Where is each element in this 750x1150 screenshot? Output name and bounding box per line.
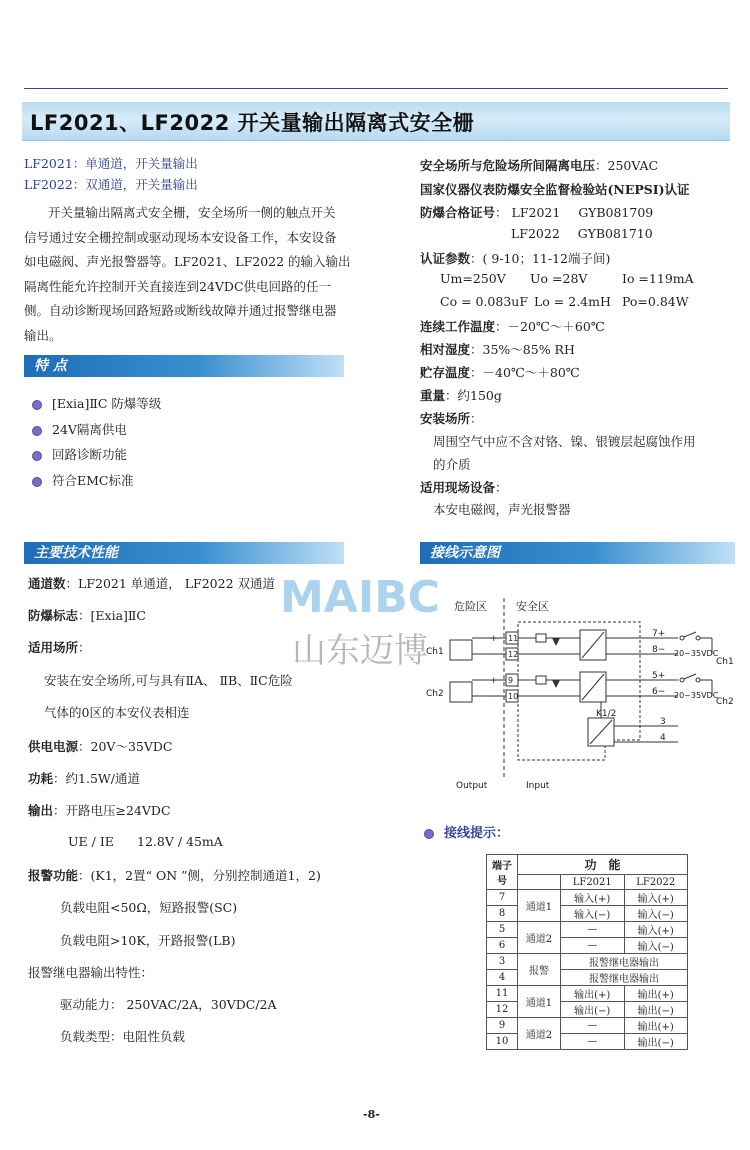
power-consumption: 功耗：约1.5W/通道 xyxy=(28,771,140,786)
lf2021-cell: 输出(−) xyxy=(561,1002,625,1018)
param-po: Po=0.84W xyxy=(622,294,689,309)
term-label: 9 xyxy=(508,676,514,685)
relay-load: 负载类型：电阻性负载 xyxy=(60,1029,186,1044)
work-temp: 连续工作温度：－20℃～＋60℃ xyxy=(420,319,605,334)
field-device-ch2 xyxy=(450,682,472,702)
applicable-line: 安装在安全场所,可与具有ⅡA、 ⅡB、ⅡC危险 xyxy=(44,673,293,688)
group-cell: 通道2 xyxy=(518,1018,561,1050)
lf2022-cell: 输出(+) xyxy=(624,1018,688,1034)
vdc-label: 20~35VDC xyxy=(674,649,719,658)
bullet-icon xyxy=(32,426,42,436)
wiring-diagram xyxy=(280,570,740,800)
lf2022-cell: 输出(−) xyxy=(624,1002,688,1018)
cert-number-2: LF2022 GYB081710 xyxy=(511,226,653,241)
table-row xyxy=(487,906,688,922)
alarm-line: 负载电阻<50Ω，短路报警(SC) xyxy=(60,900,238,915)
page-number: -8- xyxy=(363,1108,380,1121)
terminal-cell: 8 xyxy=(487,906,518,922)
intro-line: 开关量输出隔离式安全栅，安全场所一侧的触点开关 xyxy=(48,205,336,220)
lf2022-cell: 输入(+) xyxy=(624,922,688,938)
features-heading: 特 点 xyxy=(34,358,67,374)
terminal-cell: 5 xyxy=(487,922,518,938)
terminal-cell: 3 xyxy=(487,954,518,970)
terminal-cell: 4 xyxy=(487,970,518,986)
install-site-line: 周围空气中应不含对铬、镍、银镀层起腐蚀作用 xyxy=(433,434,696,449)
feature-item: 符合EMC标准 xyxy=(32,471,134,489)
intro-line: 侧。自动诊断现场回路短路或断线故障并通过报警继电器 xyxy=(24,303,337,318)
table-row xyxy=(487,954,688,970)
alarm-function: 报警功能：(K1，2置“ ON ”侧，分别控制通道1，2) xyxy=(28,868,321,883)
power-supply: 供电电源：20V～35VDC xyxy=(28,739,173,754)
col-lf2022: LF2022 xyxy=(624,875,688,890)
feature-item: [Exia]ⅡC 防爆等级 xyxy=(32,394,161,412)
intro-line: 信号通过安全栅控制或驱动现场本安设备工作，本安设备 xyxy=(24,229,337,245)
table-row xyxy=(487,938,688,954)
humidity: 相对湿度：35%～85% RH xyxy=(420,342,575,357)
terminal-cell: 11 xyxy=(487,986,518,1002)
group-cell: 通道2 xyxy=(518,922,561,954)
module-outline xyxy=(518,622,640,760)
feature-item: 24V隔离供电 xyxy=(32,420,127,438)
terminal-cell: 7 xyxy=(487,890,518,906)
cert-number: 防爆合格证号： LF2021 GYB081709 xyxy=(420,205,654,220)
cert-params: 认证参数：( 9-10；11-12端子间) xyxy=(420,251,611,266)
relay-drive: 驱动能力： 250VAC/2A，30VDC/2A xyxy=(60,997,277,1012)
alarm-line: 负载电阻>10K，开路报警(LB) xyxy=(60,933,236,948)
hint-title: 接线提示： xyxy=(424,822,509,841)
install-site-line: 的介质 xyxy=(433,457,471,472)
lf2022-cell: 输出(−) xyxy=(624,1034,688,1050)
bullet-icon xyxy=(32,400,42,410)
explosion-mark: 防爆标志：[Exia]ⅡC xyxy=(28,608,146,623)
weight: 重量：约150g xyxy=(420,388,502,403)
applicable-line: 气体的0区的本安仪表相连 xyxy=(44,705,190,720)
feature-item: 回路诊断功能 xyxy=(32,445,127,463)
lf2021-cell: — xyxy=(561,1018,625,1034)
relay-label: K1/2 xyxy=(596,709,617,719)
table-row xyxy=(487,986,688,1002)
lf2022-cell: 输出(+) xyxy=(624,986,688,1002)
sign-label: − xyxy=(490,692,498,702)
field-devices: 适用现场设备： xyxy=(420,480,508,495)
term-label: 8− xyxy=(652,645,666,655)
storage-temp: 贮存温度：－40℃～＋80℃ xyxy=(420,365,580,380)
isolation-voltage: 安全场所与危险场所间隔离电压：250VAC xyxy=(420,158,659,173)
param-lo: Lo = 2.4mH xyxy=(534,294,611,309)
table-row xyxy=(487,1002,688,1018)
intro-paragraph xyxy=(24,201,354,348)
safe-zone-label: 安全区 xyxy=(516,600,549,613)
wiring-table xyxy=(486,854,688,1050)
channel-count: 通道数：LF2021 单通道， LF2022 双通道 xyxy=(28,576,276,591)
lf2021-cell: 输入(+) xyxy=(561,890,625,906)
install-site: 安装场所： xyxy=(420,411,483,426)
param-co: Co = 0.083uF xyxy=(440,294,529,309)
lf2022-cell: 输入(−) xyxy=(624,906,688,922)
terminal-cell: 12 xyxy=(487,1002,518,1018)
bullet-icon xyxy=(424,829,434,839)
lf2021-cell: — xyxy=(561,1034,625,1050)
cert-org: 国家仪器仪表防爆安全监督检验站(NEPSI)认证 xyxy=(420,182,690,197)
sign-label: + xyxy=(490,676,498,686)
lf2021-cell: 输出(+) xyxy=(561,986,625,1002)
page-title: LF2021、LF2022 开关量输出隔离式安全栅 xyxy=(30,111,475,135)
term-label: 7+ xyxy=(652,629,666,639)
main-tech-heading: 主要技术性能 xyxy=(34,545,118,561)
ue-ie-value: 12.8V / 45mA xyxy=(137,834,223,849)
terminal-cell: 9 xyxy=(487,1018,518,1034)
term-label: 3 xyxy=(660,717,666,727)
group-cell: 通道1 xyxy=(518,890,561,922)
param-uo: Uo =28V xyxy=(530,271,588,286)
table-row xyxy=(487,890,688,906)
col-lf2021: LF2021 xyxy=(561,875,625,890)
function-cell: 报警继电器输出 xyxy=(561,954,688,970)
ch2-right-label: Ch2 xyxy=(716,697,734,707)
vdc-label: 20~35VDC xyxy=(674,691,719,700)
term-label: 11 xyxy=(508,634,519,643)
ue-ie-label: UE / IE xyxy=(68,834,114,849)
ch2-left-label: Ch2 xyxy=(426,689,444,699)
term-label: 10 xyxy=(508,692,519,701)
bullet-icon xyxy=(32,477,42,487)
intro-line: 隔离性能允许控制开关直接连到24VDC供电回路的任一 xyxy=(24,278,332,294)
model-lf2021: LF2021：单通道，开关量输出 xyxy=(24,156,198,171)
terminal-cell: 6 xyxy=(487,938,518,954)
lf2021-cell: — xyxy=(561,922,625,938)
col-term: 端子号 xyxy=(487,855,518,890)
term-label: 12 xyxy=(508,650,519,659)
relay-output: 报警继电器输出特性： xyxy=(28,965,154,980)
sign-label: + xyxy=(490,634,498,644)
output-label: Output xyxy=(456,781,488,791)
table-row xyxy=(487,1018,688,1034)
table-row xyxy=(487,970,688,986)
term-label: 5+ xyxy=(652,671,666,681)
group-cell: 报警 xyxy=(518,954,561,986)
table-row xyxy=(487,922,688,938)
input-label: Input xyxy=(526,781,550,791)
intro-line: 输出。 xyxy=(24,327,62,343)
terminal-cell: 10 xyxy=(487,1034,518,1050)
lf2022-cell: 输入(−) xyxy=(624,938,688,954)
term-label: 6− xyxy=(652,687,666,697)
term-label: 4 xyxy=(660,733,666,743)
top-rule xyxy=(24,88,728,89)
features-header xyxy=(24,355,344,377)
main-tech-header xyxy=(24,542,344,564)
group-cell: 通道1 xyxy=(518,986,561,1018)
watermark-cn: 山东迈博 xyxy=(292,631,428,671)
wiring-heading: 接线示意图 xyxy=(430,545,500,561)
applicable-site: 适用场所： xyxy=(28,640,91,655)
table-row xyxy=(487,1034,688,1050)
sign-label: − xyxy=(490,650,498,660)
wiring-header xyxy=(420,542,735,564)
field-device-ch1 xyxy=(450,640,472,660)
col-func: 功 能 xyxy=(518,855,688,875)
intro-line: 如电磁阀、声光报警器等。LF2021、LF2022 的输入输出 xyxy=(24,254,351,269)
param-io: Io =119mA xyxy=(622,271,694,286)
lf2022-cell: 输入(+) xyxy=(624,890,688,906)
watermark-en: MAIBC xyxy=(280,572,441,623)
ch1-right-label: Ch1 xyxy=(716,657,734,667)
function-cell: 报警继电器输出 xyxy=(561,970,688,986)
lf2021-cell: 输入(−) xyxy=(561,906,625,922)
output-spec: 输出：开路电压≥24VDC xyxy=(28,803,171,818)
ch1-left-label: Ch1 xyxy=(426,647,444,657)
model-lf2022: LF2022：双通道，开关量输出 xyxy=(24,177,198,192)
field-devices-line: 本安电磁阀，声光报警器 xyxy=(433,502,571,517)
bullet-icon xyxy=(32,451,42,461)
hazard-zone-label: 危险区 xyxy=(454,600,487,613)
param-um: Um=250V xyxy=(440,271,506,286)
lf2021-cell: — xyxy=(561,938,625,954)
